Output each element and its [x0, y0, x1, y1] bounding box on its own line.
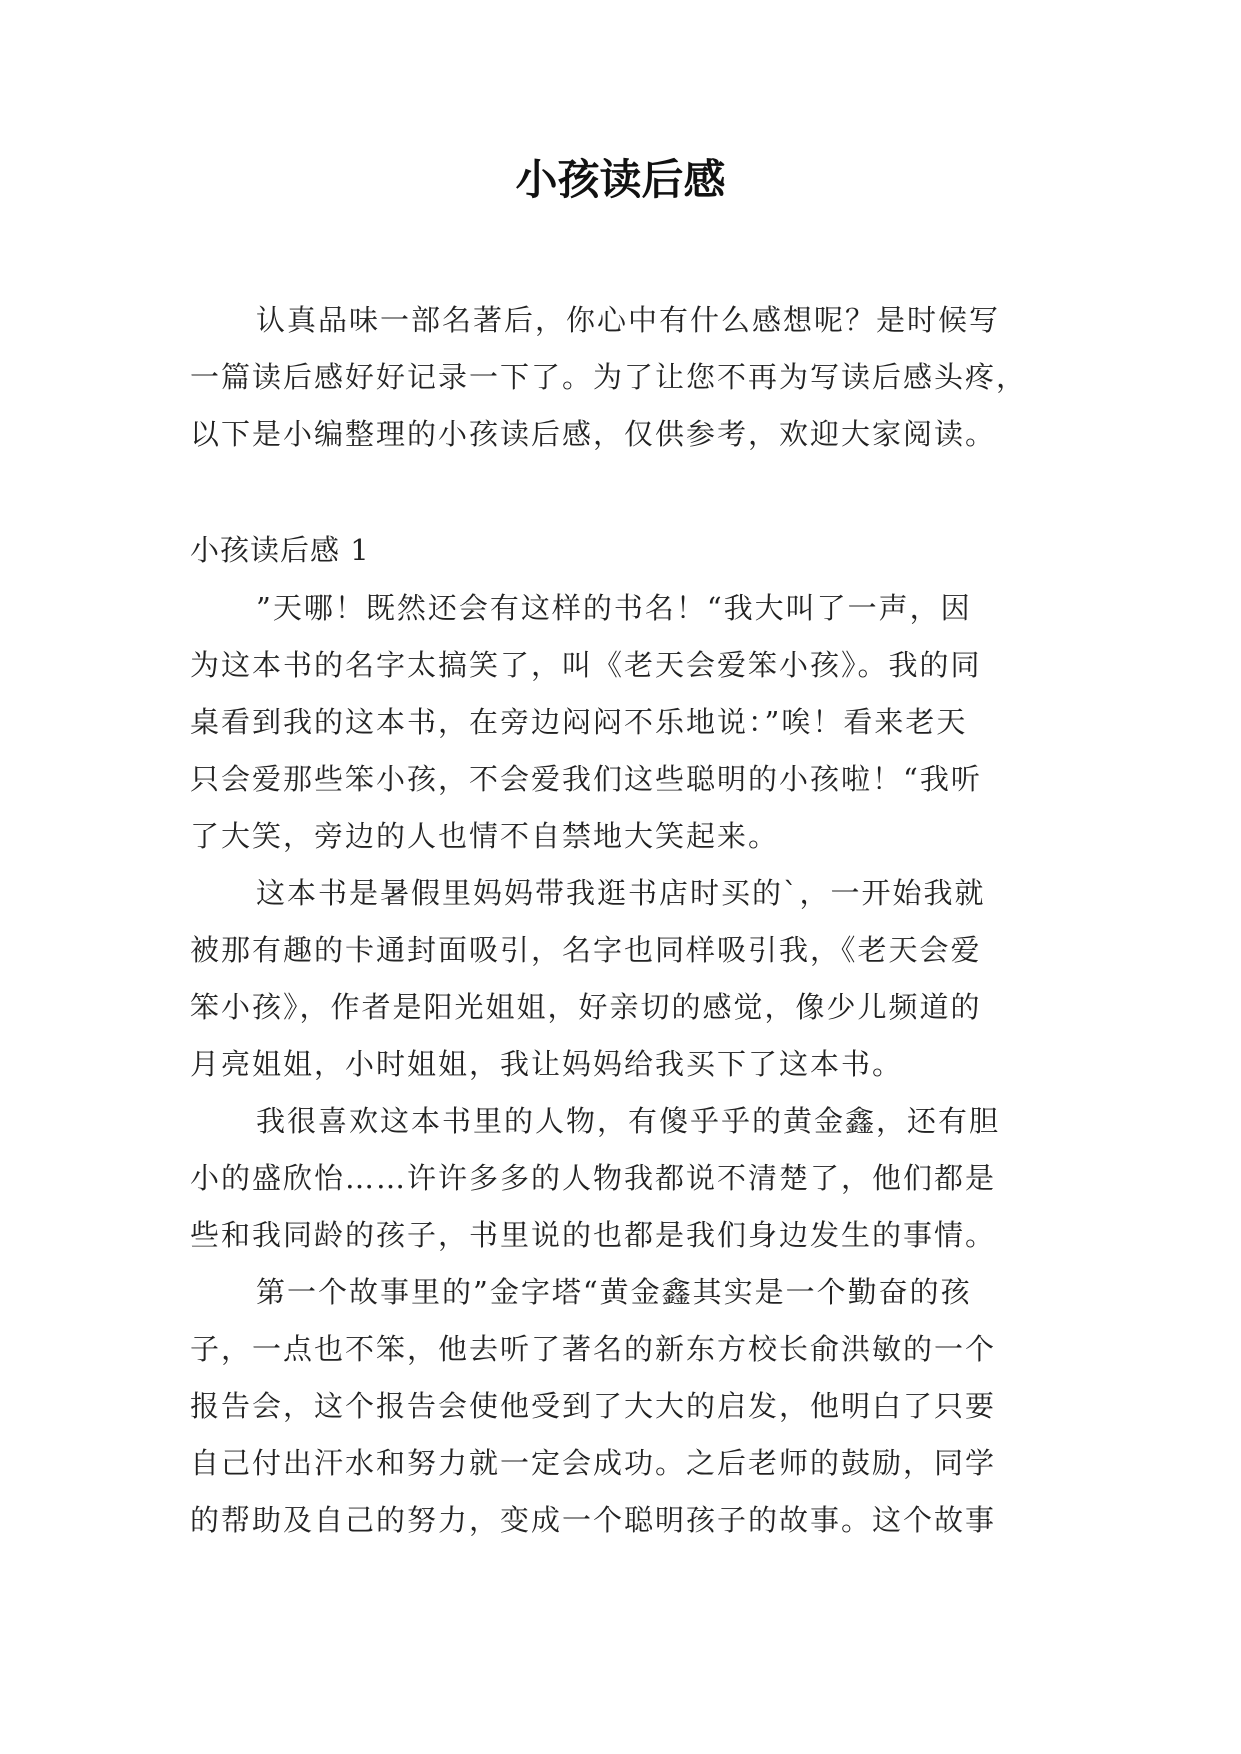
- story-line: ”天哪！既然还会有这样的书名！“我大叫了一声，因: [256, 591, 972, 625]
- story-line: 月亮姐姐，小时姐姐，我让妈妈给我买下了这本书。: [190, 1047, 904, 1081]
- story-line: 子，一点也不笨，他去听了著名的新东方校长俞洪敏的一个: [190, 1332, 997, 1366]
- intro-line: 一篇读后感好好记录一下了。为了让您不再为写读后感头疼，: [190, 360, 1028, 394]
- story-line: 些和我同龄的孩子，书里说的也都是我们身边发生的事情。: [190, 1218, 997, 1252]
- intro-line: 以下是小编整理的小孩读后感，仅供参考，欢迎大家阅读。: [190, 417, 997, 451]
- story-line: 只会爱那些笨小孩，不会爱我们这些聪明的小孩啦！“我听: [190, 762, 982, 796]
- section-heading: 小孩读后感 1: [190, 533, 370, 567]
- intro-line: 认真品味一部名著后，你心中有什么感想呢？是时候写: [256, 303, 1001, 337]
- story-line: 自己付出汗水和努力就一定会成功。之后老师的鼓励，同学: [190, 1446, 997, 1480]
- story-line: 为这本书的名字太搞笑了，叫《老天会爱笨小孩》。我的同: [190, 648, 982, 682]
- story-text: [190, 580, 1050, 1549]
- story-line: 小的盛欣怡……许许多多的人物我都说不清楚了，他们都是: [190, 1161, 997, 1195]
- story-line: 桌看到我的这本书，在旁边闷闷不乐地说：”唉！看来老天: [190, 705, 968, 739]
- story-line: 我很喜欢这本书里的人物，有傻乎乎的黄金鑫，还有胆: [256, 1104, 1001, 1138]
- intro-paragraph: [190, 292, 1050, 463]
- story-line: 的帮助及自己的努力，变成一个聪明孩子的故事。这个故事: [190, 1503, 997, 1537]
- story-line: 被那有趣的卡通封面吸引，名字也同样吸引我，《老天会爱: [190, 933, 982, 967]
- story-line: 这本书是暑假里妈妈带我逛书店时买的`，一开始我就: [256, 876, 986, 910]
- story-line: 了大笑，旁边的人也情不自禁地大笑起来。: [190, 819, 780, 853]
- story-line: 笨小孩》，作者是阳光姐姐，好亲切的感觉，像少儿频道的: [190, 990, 982, 1024]
- story-line: 报告会，这个报告会使他受到了大大的启发，他明白了只要: [190, 1389, 997, 1423]
- document-title: 小孩读后感: [515, 155, 726, 204]
- story-line: 第一个故事里的”金字塔“黄金鑫其实是一个勤奋的孩: [256, 1275, 972, 1309]
